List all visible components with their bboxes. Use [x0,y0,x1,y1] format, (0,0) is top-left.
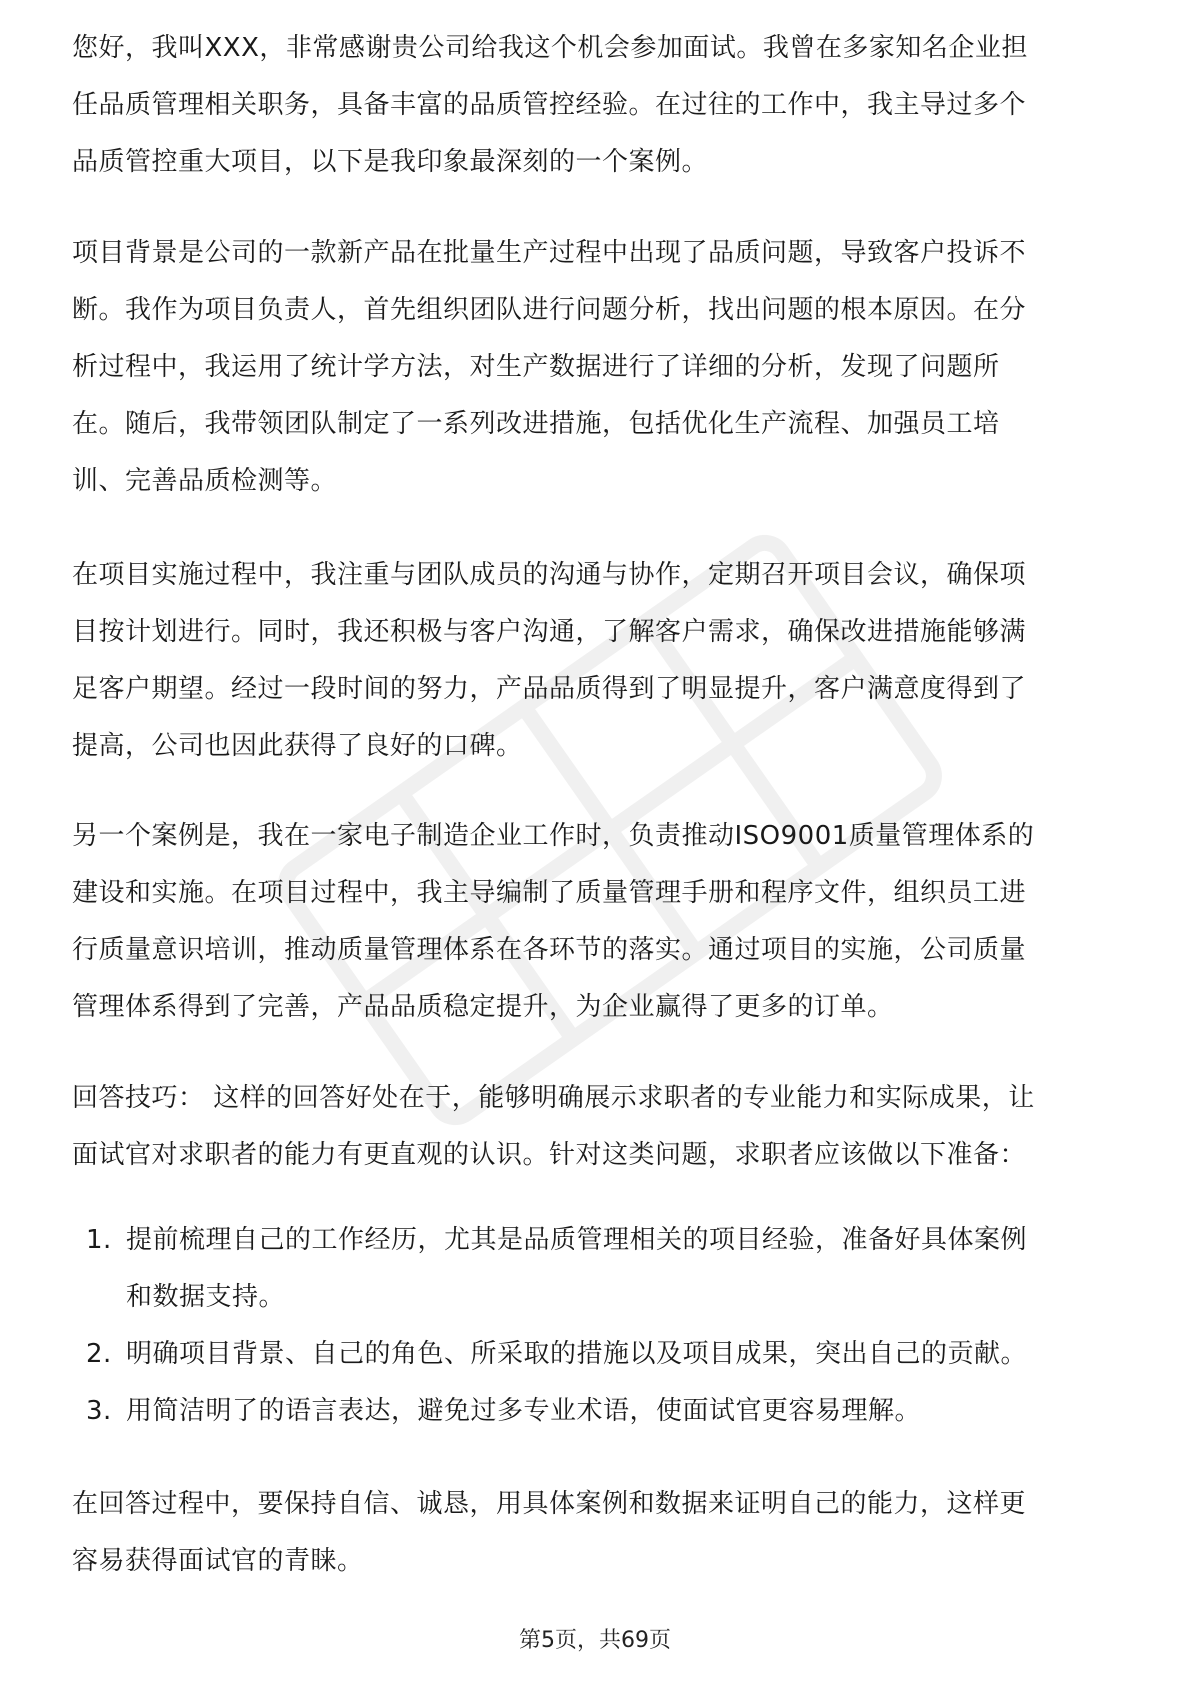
text-line: 提高，公司也因此获得了良好的口碑。 [72,731,523,761]
text-line: 任品质管理相关职务，具备丰富的品质管控经验。在过往的工作中，我主导过多个 [72,90,1027,120]
list-item [72,1212,1027,1326]
text-line: 和数据支持。 [126,1282,286,1312]
text-line: 断。我作为项目负责人，首先组织团队进行问题分析，找出问题的根本原因。在分 [72,295,1027,325]
text-line: 容易获得面试官的青睐。 [72,1546,364,1576]
closing-paragraph [72,1476,1026,1590]
text-line: 品质管控重大项目，以下是我印象最深刻的一个案例。 [72,147,709,177]
text-line: 提前梳理自己的工作经历，尤其是品质管理相关的项目经验，准备好具体案例 [126,1225,1028,1255]
text-line: 回答技巧： 这样的回答好处在于，能够明确展示求职者的专业能力和实际成果，让 [72,1083,1035,1113]
list-item [72,1326,1027,1383]
text-line: 在回答过程中，要保持自信、诚恳，用具体案例和数据来证明自己的能力，这样更 [72,1489,1027,1519]
text-line: 在。随后，我带领团队制定了一系列改进措施，包括优化生产流程、加强员工培 [72,409,1000,439]
intro-paragraph [72,20,1028,191]
text-line: 训、完善品质检测等。 [72,466,338,496]
list-item [72,1383,1027,1440]
page-number: 第5页，共69页 [519,1628,671,1653]
text-line: 行质量意识培训，推动质量管理体系在各环节的落实。通过项目的实施，公司质量 [72,935,1027,965]
tips-list [72,1212,1027,1440]
text-line: 另一个案例是，我在一家电子制造企业工作时，负责推动ISO9001质量管理体系的 [72,821,1035,851]
text-line: 足客户期望。经过一段时间的努力，产品品质得到了明显提升，客户满意度得到了 [72,674,1027,704]
list-number: 3. [86,1396,112,1426]
text-line: 面试官对求职者的能力有更直观的认识。针对这类问题，求职者应该做以下准备： [72,1140,1027,1170]
background-paragraph [72,225,1026,510]
tips-paragraph [72,1070,1035,1184]
iso-case-paragraph [72,808,1034,1036]
text-line: 项目背景是公司的一款新产品在批量生产过程中出现了品质问题，导致客户投诉不 [72,238,1027,268]
text-line: 用简洁明了的语言表达，避免过多专业术语，使面试官更容易理解。 [126,1396,922,1426]
text-line: 目按计划进行。同时，我还积极与客户沟通，了解客户需求，确保改进措施能够满 [72,617,1027,647]
list-number: 1. [86,1225,112,1255]
text-line: 在项目实施过程中，我注重与团队成员的沟通与协作，定期召开项目会议，确保项 [72,560,1027,590]
text-line: 您好，我叫XXX，非常感谢贵公司给我这个机会参加面试。我曾在多家知名企业担 [72,33,1028,63]
text-line: 建设和实施。在项目过程中，我主导编制了质量管理手册和程序文件，组织员工进 [72,878,1027,908]
text-line: 析过程中，我运用了统计学方法，对生产数据进行了详细的分析，发现了问题所 [72,352,1000,382]
implementation-paragraph [72,547,1026,775]
text-line: 明确项目背景、自己的角色、所采取的措施以及项目成果，突出自己的贡献。 [126,1339,1028,1369]
list-number: 2. [86,1339,112,1369]
text-line: 管理体系得到了完善，产品品质稳定提升，为企业赢得了更多的订单。 [72,992,894,1022]
